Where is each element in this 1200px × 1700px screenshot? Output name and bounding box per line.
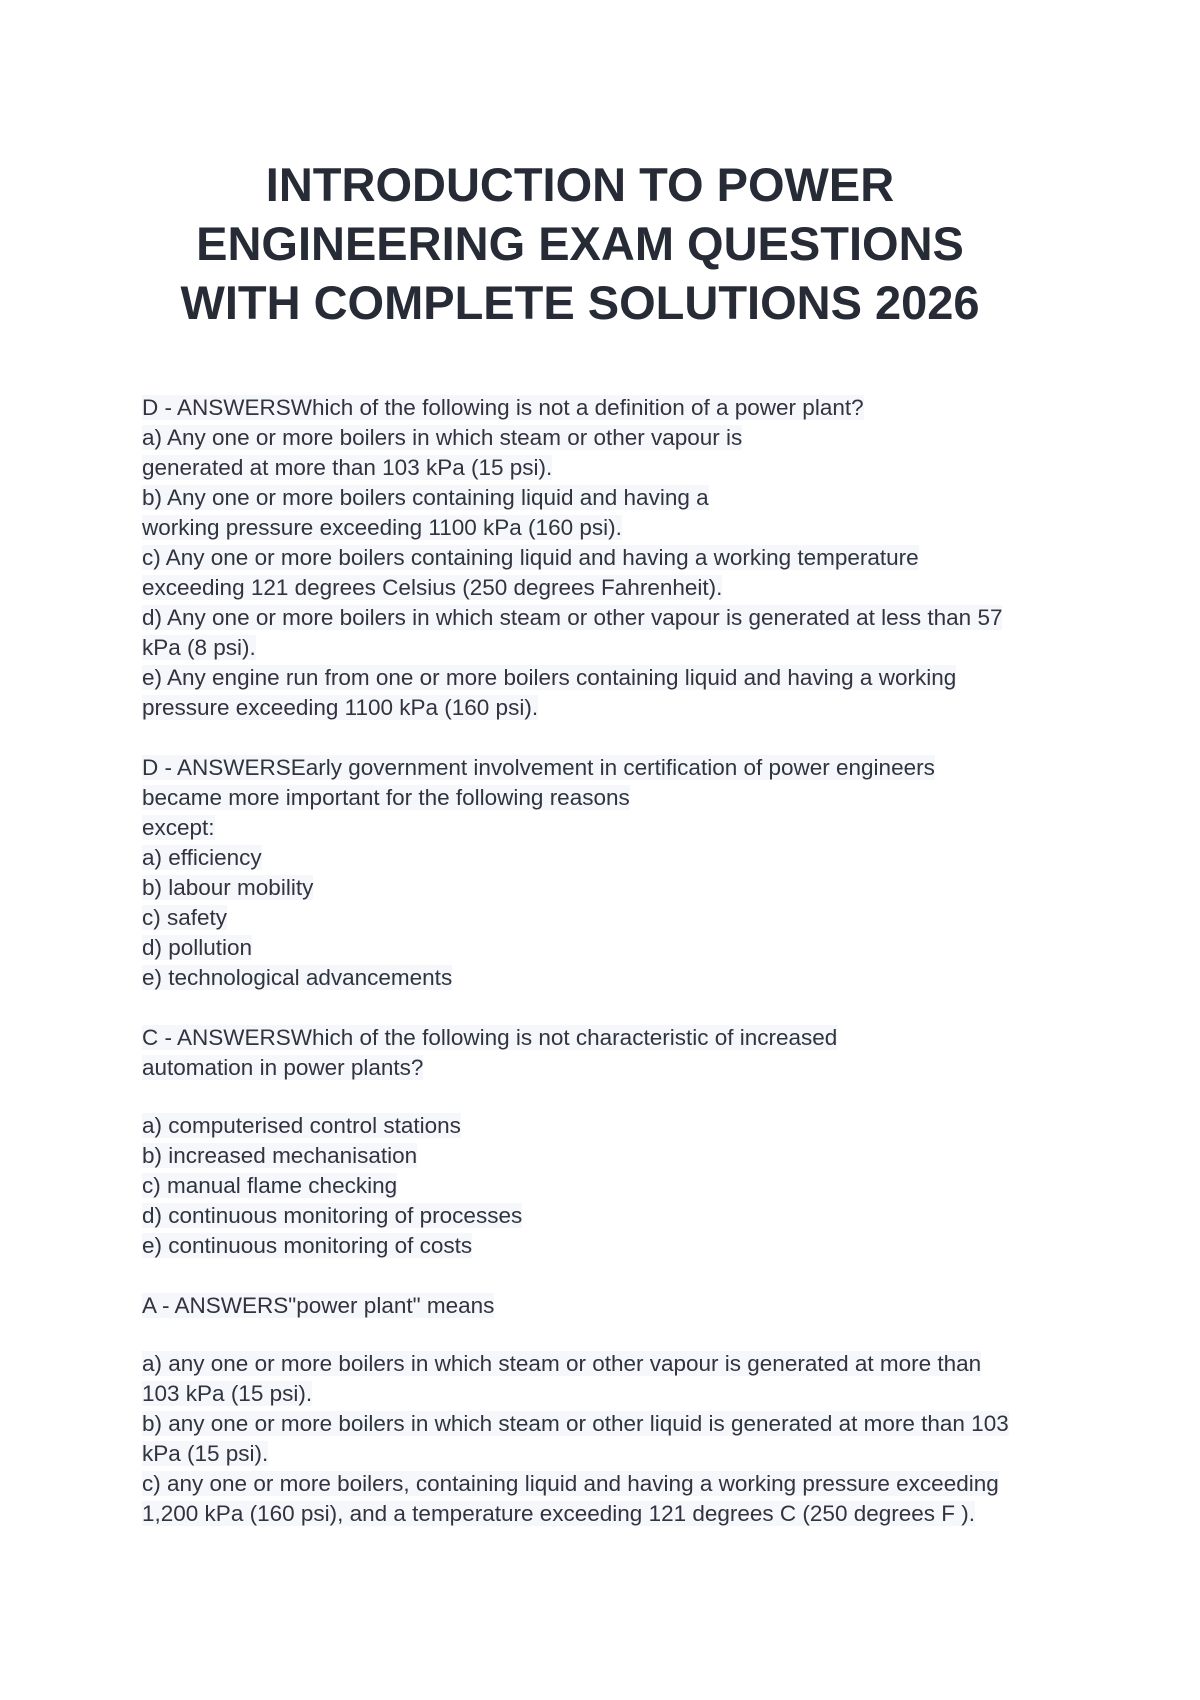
answer-option: e) Any engine run from one or more boilers containing liquid and having a working <box>142 665 957 690</box>
title-line: ENGINEERING EXAM QUESTIONS <box>196 217 964 270</box>
answer-option: 103 kPa (15 psi). <box>142 1381 313 1406</box>
title-line: WITH COMPLETE SOLUTIONS 2026 <box>180 276 980 329</box>
question-line: A - ANSWERS"power plant" means <box>142 1293 495 1318</box>
answer-option: e) technological advancements <box>142 965 453 990</box>
answer-option: d) Any one or more boilers in which steam or other vapour is generated at less than 57 <box>142 605 1003 630</box>
spacer <box>142 723 1092 753</box>
answer-option: b) Any one or more boilers containing liquid and having a <box>142 485 709 510</box>
spacer <box>142 993 1092 1023</box>
title-line: INTRODUCTION TO POWER <box>265 158 895 211</box>
spacer <box>142 1083 1092 1111</box>
questions-body <box>142 393 1092 1529</box>
question-block-3 <box>142 1023 1092 1261</box>
answer-option: a) efficiency <box>142 845 262 870</box>
answer-option: kPa (8 psi). <box>142 635 256 660</box>
question-block-2 <box>142 753 1092 993</box>
answer-option: a) Any one or more boilers in which steam or other vapour is <box>142 425 743 450</box>
question-line: D - ANSWERSEarly government involvement in certification of power engineers <box>142 755 935 780</box>
answer-option: c) Any one or more boilers containing liquid and having a working temperature <box>142 545 919 570</box>
question-line: except: <box>142 815 215 840</box>
answer-option: d) pollution <box>142 935 253 960</box>
question-line: became more important for the following reasons <box>142 785 630 810</box>
answer-option: c) manual flame checking <box>142 1173 398 1198</box>
question-line: D - ANSWERSWhich of the following is not a definition of a power plant? <box>142 395 864 420</box>
answer-option: b) increased mechanisation <box>142 1143 418 1168</box>
answer-option: b) any one or more boilers in which steam or other liquid is generated at more than 103 <box>142 1411 1009 1436</box>
question-line: C - ANSWERSWhich of the following is not characteristic of increased <box>142 1025 838 1050</box>
spacer <box>142 1321 1092 1349</box>
answer-option: c) safety <box>142 905 228 930</box>
answer-option: exceeding 121 degrees Celsius (250 degrees Fahrenheit). <box>142 575 723 600</box>
answer-option: a) any one or more boilers in which steam or other vapour is generated at more than <box>142 1351 982 1376</box>
answer-option: kPa (15 psi). <box>142 1441 269 1466</box>
question-block-1 <box>142 393 1092 723</box>
answer-option: working pressure exceeding 1100 kPa (160 psi). <box>142 515 622 540</box>
spacer <box>142 1261 1092 1291</box>
question-block-4 <box>142 1291 1092 1529</box>
answer-option: c) any one or more boilers, containing liquid and having a working pressure exceeding <box>142 1471 999 1496</box>
answer-option: generated at more than 103 kPa (15 psi). <box>142 455 553 480</box>
answer-option: pressure exceeding 1100 kPa (160 psi). <box>142 695 539 720</box>
document-title <box>120 155 1040 332</box>
answer-option: b) labour mobility <box>142 875 314 900</box>
answer-option: a) computerised control stations <box>142 1113 461 1138</box>
answer-option: d) continuous monitoring of processes <box>142 1203 523 1228</box>
question-line: automation in power plants? <box>142 1055 424 1080</box>
answer-option: 1,200 kPa (160 psi), and a temperature exceeding 121 degrees C (250 degrees F ). <box>142 1501 976 1526</box>
answer-option: e) continuous monitoring of costs <box>142 1233 473 1258</box>
